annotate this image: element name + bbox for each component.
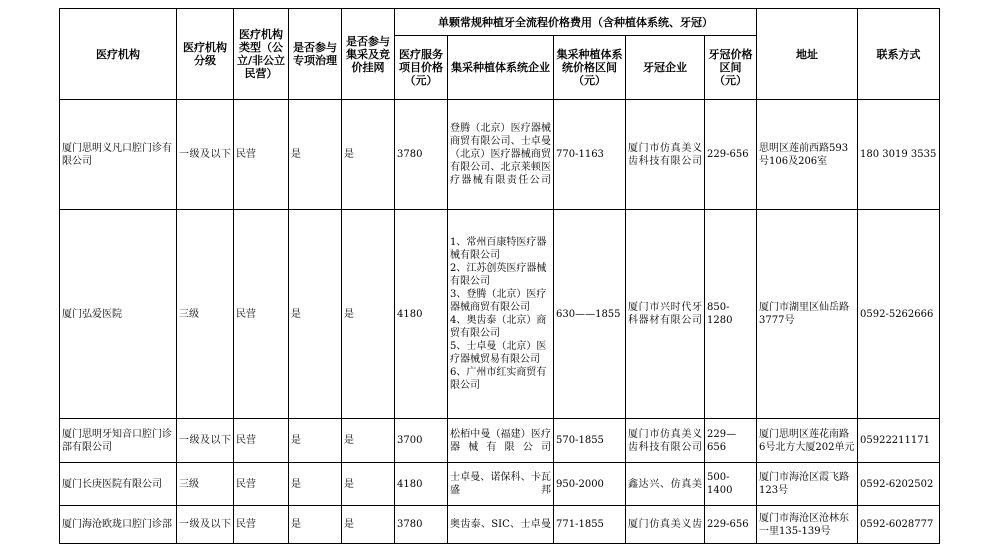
cell-governance: 是 <box>289 506 342 544</box>
header-address: 地址 <box>757 9 858 100</box>
cell-institution: 厦门弘爱医院 <box>60 210 177 419</box>
implant-company-item: 4、奥齿泰（北京）商贸有限公司 <box>450 315 547 339</box>
cell-address: 思明区莲前西路593号106及206室 <box>757 100 858 210</box>
header-procurement: 是否参与集采及竞价挂网 <box>342 9 395 100</box>
cell-institution: 厦门思明义凡口腔门诊有限公司 <box>60 100 177 210</box>
header-grade: 医疗机构分级 <box>177 9 234 100</box>
header-implant-company: 集采种植体系统企业 <box>448 36 554 100</box>
cell-address: 厦门市湖里区仙岳路3777号 <box>757 210 858 419</box>
cell-procurement: 是 <box>342 210 395 419</box>
cell-implant-company: 松栢中曼（福建）医疗器械有限公司 <box>448 419 554 463</box>
cell-contact: 0592-6202502 <box>858 463 940 506</box>
cell-implant-range: 950-2000 <box>554 463 626 506</box>
cell-grade: 一级及以下 <box>177 506 234 544</box>
cell-crown-range: 850-1280 <box>705 210 757 419</box>
cell-address: 厦门市海沧区沧林东一里135-139号 <box>757 506 858 544</box>
cell-contact: 0592-5262666 <box>858 210 940 419</box>
header-crown-range: 牙冠价格区间（元） <box>705 36 757 100</box>
cell-crown-range: 500-1400 <box>705 463 757 506</box>
cell-address: 厦门市海沧区霞飞路123号 <box>757 463 858 506</box>
cell-crown-range: 229-656 <box>705 506 757 544</box>
cell-implant-range: 630——1855 <box>554 210 626 419</box>
cell-implant-company: 奥齿泰、SIC、士卓曼 <box>448 506 554 544</box>
cell-crown-company: 厦门市仿真美义齿科技有限公司 <box>626 419 705 463</box>
cell-governance: 是 <box>289 463 342 506</box>
cell-crown-company: 厦门仿真美义齿 <box>626 506 705 544</box>
header-contact: 联系方式 <box>858 9 940 100</box>
cell-grade: 一级及以下 <box>177 419 234 463</box>
cell-institution: 厦门海沧欧珑口腔门诊部 <box>60 506 177 544</box>
cell-type: 民营 <box>234 506 289 544</box>
implant-company-item: 1、常州百康特医疗器械有限公司 <box>450 237 547 261</box>
cell-type: 民营 <box>234 463 289 506</box>
table-row <box>60 100 940 210</box>
cell-crown-range: 229—656 <box>705 419 757 463</box>
cell-implant-range: 770-1163 <box>554 100 626 210</box>
header-institution: 医疗机构 <box>60 9 177 100</box>
cell-crown-company: 厦门市兴时代牙科器材有限公司 <box>626 210 705 419</box>
price-table <box>59 8 940 544</box>
cell-service-price: 3780 <box>395 506 448 544</box>
implant-company-item: 3、登腾（北京）医疗器械商贸有限公司 <box>450 289 547 313</box>
cell-implant-range: 570-1855 <box>554 419 626 463</box>
cell-crown-company: 鑫达兴、仿真美 <box>626 463 705 506</box>
cell-governance: 是 <box>289 210 342 419</box>
cell-grade: 一级及以下 <box>177 100 234 210</box>
price-table-sheet <box>59 8 940 544</box>
implant-company-item: 6、广州市红实商贸有限公司 <box>450 367 547 391</box>
cell-type: 民营 <box>234 419 289 463</box>
cell-grade: 三级 <box>177 463 234 506</box>
header-type: 医疗机构类型（公立/非公立民营） <box>234 9 289 100</box>
header-crown-company: 牙冠企业 <box>626 36 705 100</box>
cell-implant-range: 771-1855 <box>554 506 626 544</box>
cell-crown-range: 229-656 <box>705 100 757 210</box>
table-row <box>60 463 940 506</box>
cell-address: 厦门思明区莲花南路6号北方大厦202单元 <box>757 419 858 463</box>
cell-procurement: 是 <box>342 419 395 463</box>
table-row <box>60 210 940 419</box>
cell-crown-company: 厦门市仿真美义齿科技有限公司 <box>626 100 705 210</box>
header-implant-range: 集采种植体系统价格区间（元） <box>554 36 626 100</box>
implant-company-item: 2、江苏创英医疗器械有限公司 <box>450 263 547 287</box>
cell-type: 民营 <box>234 210 289 419</box>
cell-procurement: 是 <box>342 506 395 544</box>
cell-contact: 180 3019 3535 <box>858 100 940 210</box>
header-service-price: 医疗服务项目价格（元） <box>395 36 448 100</box>
cell-procurement: 是 <box>342 100 395 210</box>
cell-institution: 厦门思明牙知音口腔门诊部有限公司 <box>60 419 177 463</box>
implant-company-item: 5、士卓曼（北京）医疗器械贸易有限公司 <box>450 341 547 365</box>
cell-governance: 是 <box>289 100 342 210</box>
cell-contact: 05922211171 <box>858 419 940 463</box>
cell-implant-company <box>448 210 554 419</box>
cell-implant-company: 士卓曼、诺保科、卡瓦盛邦 <box>448 463 554 506</box>
cell-grade: 三级 <box>177 210 234 419</box>
cell-service-price: 3700 <box>395 419 448 463</box>
cell-service-price: 3780 <box>395 100 448 210</box>
cell-procurement: 是 <box>342 463 395 506</box>
header-price-group: 单颗常规种植牙全流程价格费用（含种植体系统、牙冠） <box>395 9 757 36</box>
cell-contact: 0592-6028777 <box>858 506 940 544</box>
cell-service-price: 4180 <box>395 463 448 506</box>
table-row <box>60 506 940 544</box>
header-governance: 是否参与专项治理 <box>289 9 342 100</box>
cell-type: 民营 <box>234 100 289 210</box>
cell-service-price: 4180 <box>395 210 448 419</box>
table-body <box>60 100 940 544</box>
table-row <box>60 419 940 463</box>
cell-governance: 是 <box>289 419 342 463</box>
cell-institution: 厦门长庚医院有限公司 <box>60 463 177 506</box>
cell-implant-company: 登腾（北京）医疗器械商贸有限公司、士卓曼（北京）医疗器械商贸有限公司、北京莱顿医疗器械有限责任公司 <box>448 100 554 210</box>
table-header <box>60 9 940 100</box>
